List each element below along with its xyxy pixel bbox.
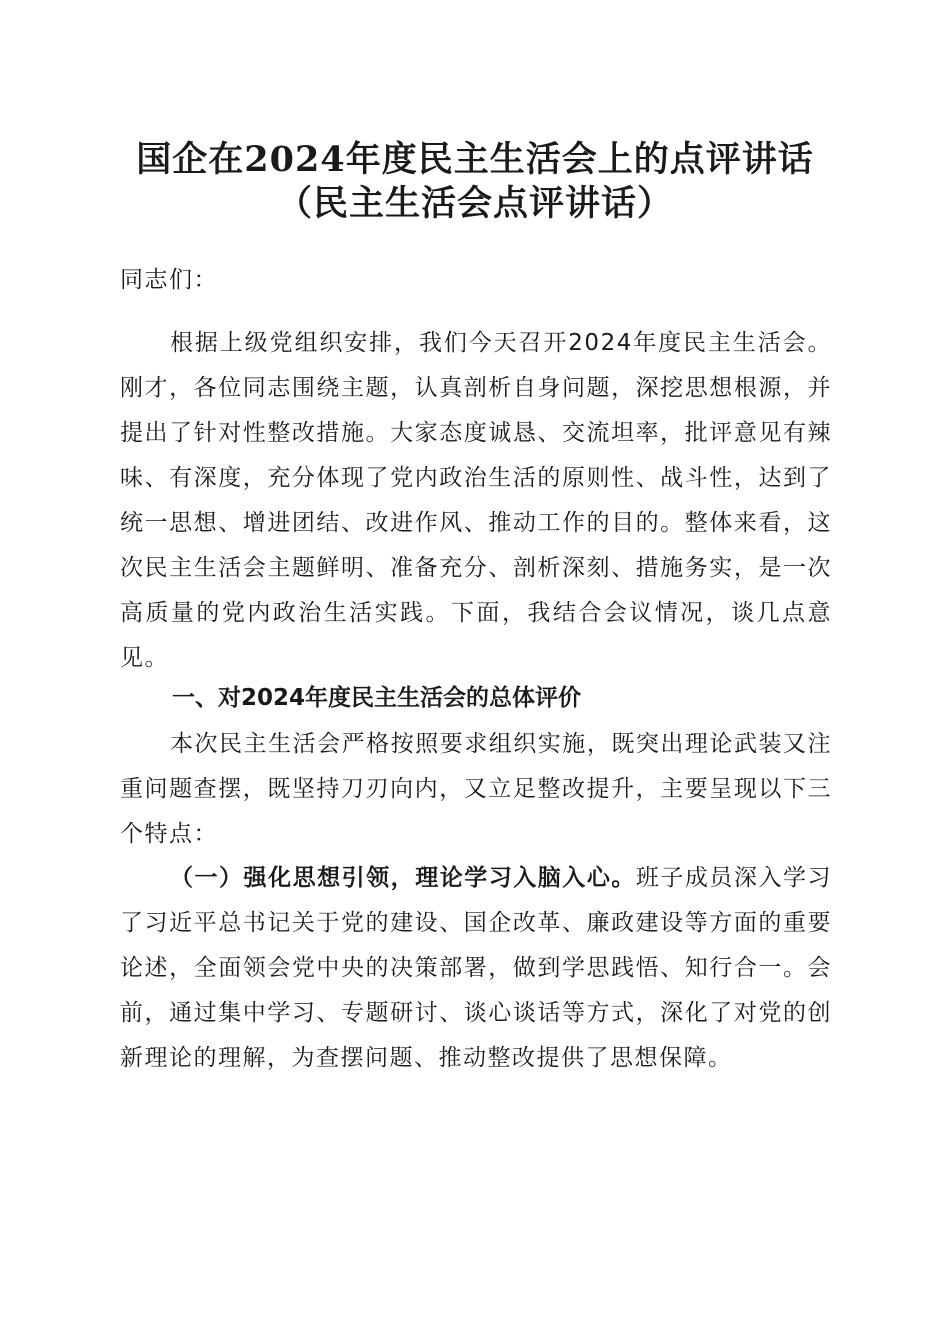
salutation: 同志们：: [120, 267, 218, 293]
document-subtitle: （民主生活会点评讲话）: [276, 183, 673, 224]
paragraph-point-1: [120, 856, 832, 1081]
document-title: 国企在2024年度民主生活会上的点评讲话: [136, 139, 814, 180]
point-1-lead: （一）强化思想引领，理论学习入脑入心。: [170, 865, 636, 891]
section-heading-1: 一、对2024年度民主生活会的总体评价: [172, 685, 582, 711]
point-1-body: 班子成员深入学习了习近平总书记关于党的建设、国企改革、廉政建设等方面的重要论述，全面领会党中央的决策部署，做到学思践悟、知行合一。会前，通过集中学习、专题研讨、谈心谈话等方式，深化了对党的创新理论的理解，为查摆问题、推动整改提供了思想保障。: [120, 865, 833, 1071]
paragraph-intro: 根据上级党组织安排，我们今天召开2024年度民主生活会。刚才，各位同志围绕主题，认真剖析自身问题，深挖思想根源，并提出了针对性整改措施。大家态度诚恳、交流坦率，批评意见有辣味、有深度，充分体现了党内政治生活的原则性、战斗性，达到了统一思想、增进团结、改进作风、推动工作的目的。整体来看，这次民主生活会主题鲜明、准备充分、剖析深刻、措施务实，是一次高质量的党内政治生活实践。下面，我结合会议情况，谈几点意见。: [120, 330, 832, 671]
paragraph-overview: 本次民主生活会严格按照要求组织实施，既突出理论武装又注重问题查摆，既坚持刀刃向内，又立足整改提升，主要呈现以下三个特点：: [120, 731, 832, 847]
